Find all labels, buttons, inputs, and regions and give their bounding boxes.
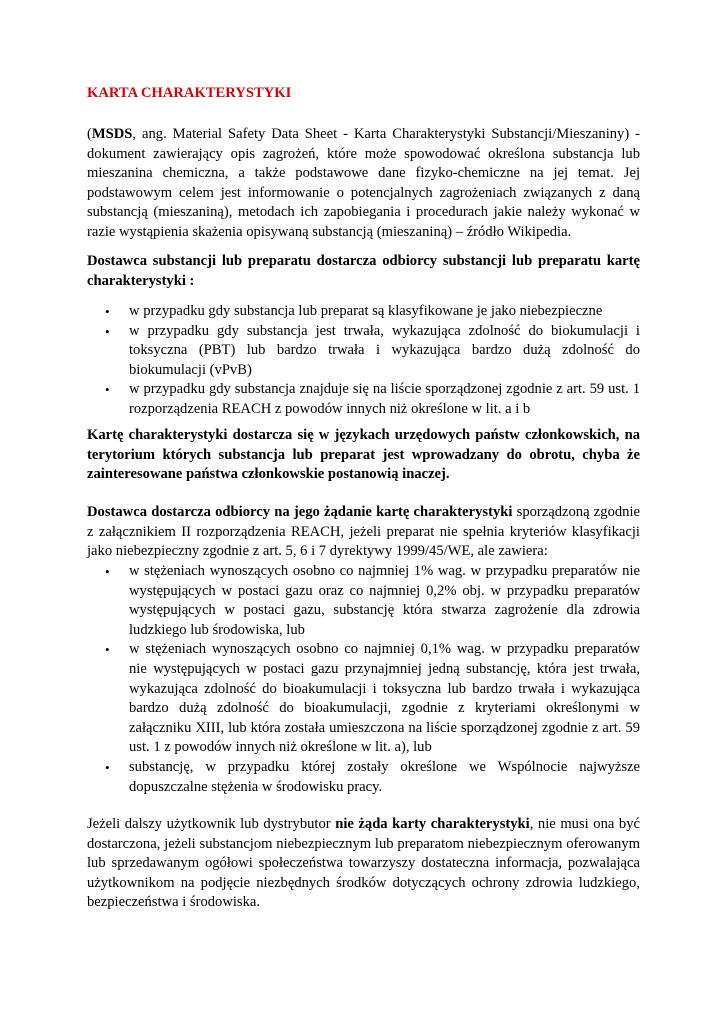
- bullet-icon: •: [105, 323, 110, 339]
- section3-bullet-list: [87, 562, 640, 797]
- list-item: • w przypadku gdy substancja znajduje się na liście sporządzonej zgodnie z art. 59 ust. 1 rozporządzenia REACH z powodów innych niż określone w lit. a i b: [105, 381, 640, 417]
- bullet-icon: •: [105, 642, 110, 658]
- list-item: • w przypadku gdy substancja jest trwała, wykazująca zdolność do biokumulacji i toksyczna (PBT) lub bardzo trwała i wykazująca bardzo dużą zdolność do biokumulacji (vPvB): [105, 322, 640, 378]
- section4-paragraph: Jeżeli dalszy użytkownik lub dystrybutor nie żąda karty charakterystyki, nie musi ona być dostarczona, jeżeli substancjom niebezpiecznym lub preparatom niebezpiecznym oferowanym lub sprzedawanym ogółowi społeczeństwa towarzyszy dostateczna informacja, pozwalająca użytkownikom na podjęcie niezbędnych środków dotyczących ochrony zdrowia ludzkiego, bezpieczeństwa i środowiska.: [87, 816, 640, 911]
- bullet-icon: •: [105, 759, 110, 775]
- section4-bold-phrase: nie żąda karty charakterystyki: [335, 816, 530, 832]
- bullet-icon: •: [105, 564, 110, 579]
- bullet-icon: •: [105, 304, 110, 319]
- list-item: • w stężeniach wynoszących osobno co najmniej 0,1% wag. w przypadku preparatów nie występujących w postaci gazu przynajmniej jedną substancję, która jest trwała, wykazująca zdolność do bioakumulacji i toksyczna lub bardzo trwała i wykazująca bardzo dużą zdolność do bioakumulacji, zgodnie z kryteriami określonymi w załączniku XIII, lub która została umieszczona na liście sporządzonej zgodnie z art. 59 ust. 1 z powodów innych niż określone w lit. a), lub: [105, 641, 640, 756]
- document-title: KARTA CHARAKTERYSTYKI: [87, 85, 292, 101]
- intro-text: , ang. Material Safety Data Sheet - Karta Charakterystyki Substancji/Mieszaniny) - dokument zawierający opis zagrożeń, które może spowodować określona substancja lub mieszanina chemiczna, a także podstawowe dane fizyko-chemiczne na jej temat. Jej podstawowym celem jest informowanie o potencjalnych zagrożeniach związanych z daną substancją (mieszaniną), metodach ich zapobiegania i procedurach jakie należy wykonać w razie wystąpienia skażenia opisywaną substancją (mieszaniną) – źródło Wikipedia.: [87, 126, 640, 240]
- section3-bold-lead: Dostawca dostarcza odbiorcy na jego żądanie kartę charakterystyki: [87, 504, 513, 520]
- list-item: • w stężeniach wynoszących osobno co najmniej 1% wag. w przypadku preparatów nie występujących w postaci gazu oraz co najmniej 0,2% obj. w przypadku preparatów występujących w postaci gazu, substancję która stwarza zagrożenie dla zdrowia ludzkiego lub środowiska, lub: [105, 563, 640, 638]
- section3-paragraph: Dostawca dostarcza odbiorcy na jego żądanie kartę charakterystyki sporządzoną zgodnie z załącznikiem II rozporządzenia REACH, jeżeli preparat nie spełnia kryteriów klasyfikacji jako niebezpieczny zgodnie z art. 5, 6 i 7 dyrektywy 1999/45/WE, ale zawiera:: [87, 504, 640, 560]
- intro-open-paren: (: [87, 126, 92, 142]
- bullet-icon: •: [105, 382, 110, 398]
- list-item: • substancję, w przypadku której zostały określone we Wspólnocie najwyższe dopuszczalne stężenia w środowisku pracy.: [105, 758, 640, 795]
- intro-msds-term: MSDS: [91, 126, 133, 142]
- section1-heading: Dostawca substancji lub preparatu dostarcza odbiorcy substancji lub preparatu kartę charakterystyki :: [87, 253, 640, 289]
- list-item: • w przypadku gdy substancja lub preparat są klasyfikowane je jako niebezpieczne: [87, 302, 640, 322]
- section2-paragraph: Kartę charakterystyki dostarcza się w językach urzędowych państw członkowskich, na terytorium których substancja lub preparat jest wprowadzany do obrotu, chyba że zainteresowane państwa członkowskie postanowią inaczej.: [87, 427, 640, 483]
- section1-bullet-list: [87, 302, 640, 420]
- intro-paragraph: [87, 125, 640, 243]
